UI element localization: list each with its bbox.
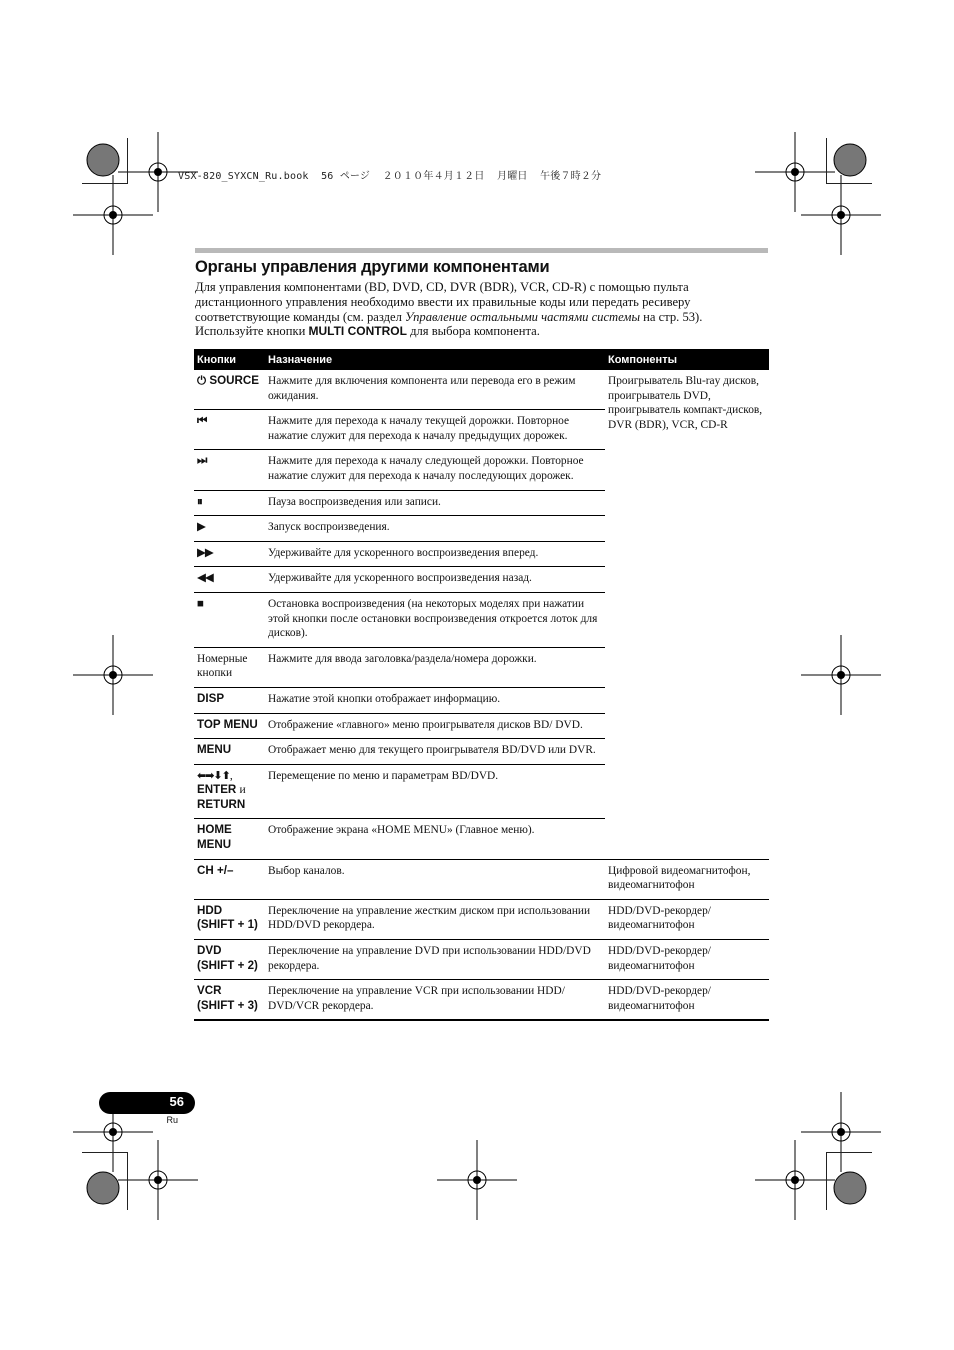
- table-cell-components: HDD/DVD-рекордер/ видеомагнитофон: [605, 980, 769, 1021]
- crosshair-mark: [801, 635, 881, 715]
- table-row: [194, 859, 769, 899]
- print-header: VSX-820_SYXCN_Ru.book 56 ページ ２０１０年４月１２日 月曜日 午後７時２分: [178, 171, 602, 182]
- key-conjunction: и: [239, 783, 246, 797]
- intro-text: Для управления компонентами (BD, DVD, CD, DVR (BDR), VCR, CD-R) с помощью пульта дистанционного управления необходимо ввести их правильные коды или передать ресиверу соответствующие команды (см. раздел: [195, 280, 691, 324]
- key-next: ⏭: [194, 450, 265, 490]
- crop-line: [826, 183, 872, 184]
- table-header-row: [194, 349, 769, 370]
- table-row: [194, 940, 769, 980]
- key-enter: ENTER: [197, 783, 237, 797]
- table-row: [194, 899, 769, 939]
- table-cell-desc: Переключение на управление жестким диском при использовании HDD/DVD рекордера.: [265, 899, 605, 939]
- table-cell-components: HDD/DVD-рекордер/ видеомагнитофон: [605, 899, 769, 939]
- table-row: [194, 980, 769, 1021]
- crosshair-mark: [73, 175, 153, 255]
- table-cell-desc: Нажатие этой кнопки отображает информацию.: [265, 687, 605, 713]
- crop-line: [826, 138, 827, 184]
- table-cell-components: Проигрыватель Blu-ray дисков, проигрыватель DVD, проигрыватель компакт-дисков, DVR (BDR), VCR, CD-R: [605, 370, 769, 859]
- key-top-menu: TOP MENU: [194, 713, 265, 739]
- intro-text: на стр. 53). Используйте кнопки: [195, 309, 703, 339]
- key-dvd: DVD (SHIFT + 2): [194, 940, 265, 980]
- table-cell-desc: Нажмите для включения компонента или перевода его в режим ожидания.: [265, 370, 605, 410]
- table-row: [194, 370, 769, 410]
- crop-line: [127, 138, 128, 184]
- section-rule: [195, 248, 768, 253]
- registration-mark-bottom-right: [810, 1148, 890, 1228]
- crop-line: [82, 183, 128, 184]
- key-rewind: ◀◀: [194, 567, 265, 593]
- table-cell-desc: Остановка воспроизведения (на некоторых моделях при нажатии этой кнопки после остановки воспроизведения откроется лоток для дисков).: [265, 592, 605, 647]
- key-fast-forward: ▶▶: [194, 541, 265, 567]
- table-cell-desc: Отображение экрана «HOME MENU» (Главное меню).: [265, 819, 605, 859]
- table-cell-desc: Нажмите для перехода к началу следующей дорожки. Повторное нажатие служит для перехода к началу последующих дорожек.: [265, 450, 605, 490]
- key-pause: ⏸: [194, 490, 265, 516]
- key-disp: DISP: [194, 687, 265, 713]
- crop-line: [82, 1152, 128, 1153]
- page-number: 56: [169, 1094, 184, 1109]
- table-cell-desc: Отображение «главного» меню проигрывателя дисков BD/ DVD.: [265, 713, 605, 739]
- key-return: RETURN: [197, 797, 246, 811]
- controls-table: [194, 349, 769, 1021]
- key-hdd: HDD (SHIFT + 1): [194, 899, 265, 939]
- table-cell-components: Цифровой видеомагнитофон, видеомагнитофон: [605, 859, 769, 899]
- crosshair-mark: [801, 175, 881, 255]
- arrow-keys-icon: ⬅➡⬇⬆: [197, 768, 230, 782]
- table-cell-desc: Нажмите для ввода заголовка/раздела/номера дорожки.: [265, 647, 605, 687]
- crosshair-mark: [118, 1140, 198, 1220]
- column-header-components: Компоненты: [605, 349, 769, 370]
- key-navigation: [194, 764, 265, 819]
- key-separator: ,: [229, 768, 233, 782]
- key-source: ⏻ SOURCE: [194, 370, 265, 410]
- page-title: Органы управления другими компонентами: [195, 258, 550, 276]
- table-cell-desc: Переключение на управление DVD при использовании HDD/DVD рекордера.: [265, 940, 605, 980]
- column-header-buttons: Кнопки: [194, 349, 265, 370]
- key-home-menu: HOME MENU: [194, 819, 265, 859]
- table-cell-components: HDD/DVD-рекордер/ видеомагнитофон: [605, 940, 769, 980]
- crop-line: [826, 1152, 872, 1153]
- table-cell-desc: Выбор каналов.: [265, 859, 605, 899]
- table-cell-desc: Запуск воспроизведения.: [265, 516, 605, 542]
- intro-bold: MULTI CONTROL: [308, 324, 407, 339]
- intro-text: для выбора компонента.: [406, 324, 540, 339]
- key-menu: MENU: [194, 739, 265, 765]
- key-stop: ■: [194, 592, 265, 647]
- key-vcr: VCR (SHIFT + 3): [194, 980, 265, 1021]
- crop-line: [127, 1152, 128, 1210]
- key-number-buttons: Номерные кнопки: [194, 647, 265, 687]
- table-cell-desc: Переключение на управление VCR при использовании HDD/ DVD/VCR рекордера.: [265, 980, 605, 1021]
- table-cell-desc: Перемещение по меню и параметрам BD/DVD.: [265, 764, 605, 819]
- intro-paragraph: [195, 280, 770, 339]
- table-cell-desc: Удерживайте для ускоренного воспроизведения вперед.: [265, 541, 605, 567]
- key-play: ▶: [194, 516, 265, 542]
- table-cell-desc: Нажмите для перехода к началу текущей дорожки. Повторное нажатие служит для перехода к началу предыдущих дорожек.: [265, 410, 605, 450]
- crosshair-mark: [437, 1140, 517, 1220]
- language-code: Ru: [166, 1115, 178, 1125]
- crop-line: [826, 1152, 827, 1210]
- key-previous: ⏮: [194, 410, 265, 450]
- table-cell-desc: Пауза воспроизведения или записи.: [265, 490, 605, 516]
- table-cell-desc: Отображает меню для текущего проигрывателя BD/DVD или DVR.: [265, 739, 605, 765]
- key-channel: CH +/–: [194, 859, 265, 899]
- crosshair-mark: [73, 635, 153, 715]
- intro-reference: Управление остальными частями системы: [405, 309, 640, 324]
- table-cell-desc: Удерживайте для ускоренного воспроизведения назад.: [265, 567, 605, 593]
- column-header-purpose: Назначение: [265, 349, 605, 370]
